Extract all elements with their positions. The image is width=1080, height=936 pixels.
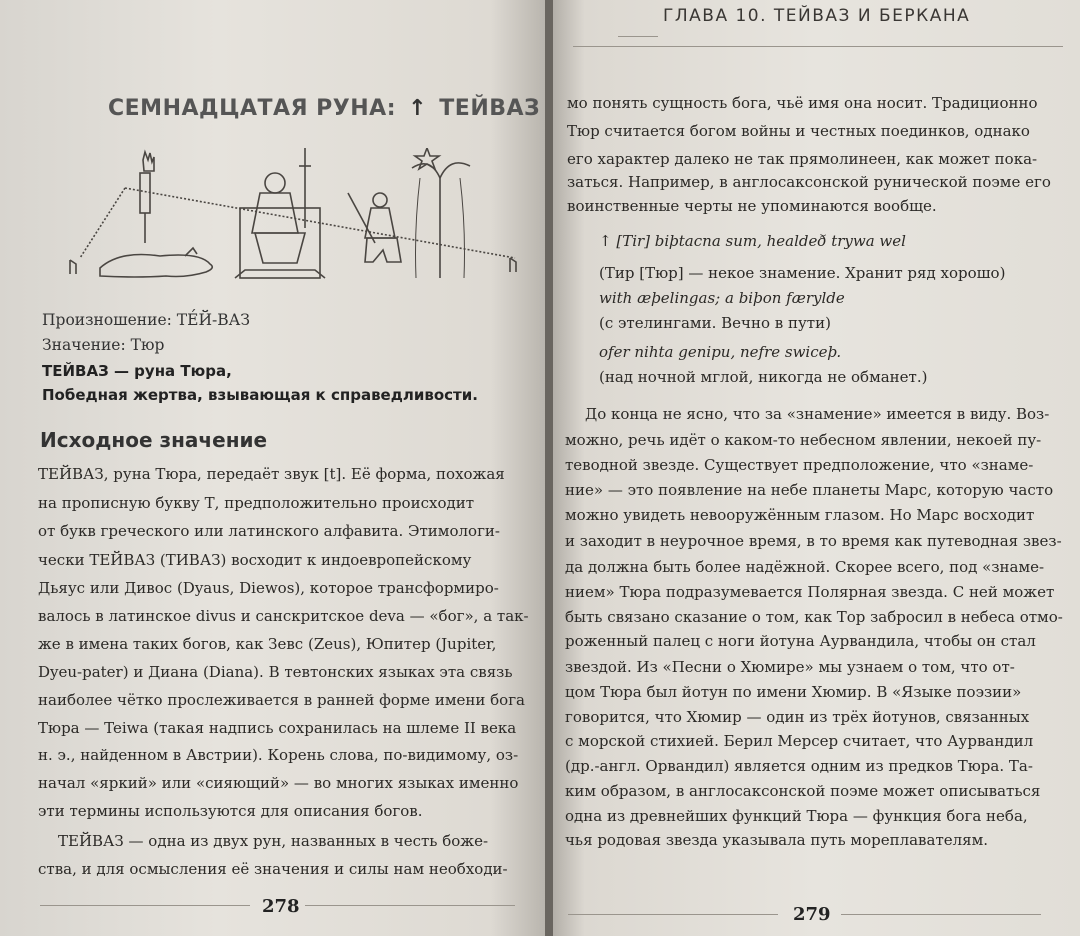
body-line: же в имена таких богов, как Зевс (Zeus), Юпитер (Jupiter, — [38, 635, 497, 653]
body-line: можно увидеть невооружённым глазом. Но Марс восходит — [565, 506, 1035, 524]
pronunciation: Произношение: ТЕ́Й-ВАЗ — [42, 311, 250, 329]
body-line: воинственные черты не упоминаются вообще. — [567, 197, 937, 215]
heading-prefix: СЕМНАДЦАТАЯ РУНА: — [108, 96, 396, 121]
body-line: ТЕЙВАЗ, руна Тюра, передаёт звук [t]. Её форма, похожая — [38, 465, 505, 483]
body-line: чески ТЕЙВАЗ (ТИВАЗ) восходит к индоевропейскому — [38, 551, 472, 569]
body-line: До конца не ясно, что за «знамение» имеется в виду. Воз- — [585, 405, 1050, 423]
summary-line-2: Победная жертва, взывающая к справедливости. — [42, 386, 478, 404]
book-gutter — [545, 0, 553, 936]
verse-line-original: ofer nihta genipu, nefre swiceþ. — [599, 343, 842, 361]
footer-rule — [841, 914, 1041, 915]
body-line: н. э., найденном в Австрии). Корень слова, по-видимому, оз- — [38, 746, 519, 764]
body-line: заться. Например, в англосаксонской рунической поэме его — [567, 173, 1051, 191]
body-line: можно, речь идёт о каком-то небесном явлении, некоей пу- — [565, 431, 1042, 449]
footer-rule — [568, 914, 778, 915]
body-line: Тюр считается богом войны и честных поединков, однако — [567, 122, 1030, 140]
body-line: от букв греческого или латинского алфавита. Этимологи- — [38, 522, 500, 540]
body-line: Тюра — Teiwa (такая надпись сохранилась на шлеме II века — [38, 719, 517, 737]
body-line: нием» Тюра подразумевается Полярная звезда. С ней может — [565, 583, 1055, 601]
body-line: роженный палец с ноги йотуна Аурвандила, чтобы он стал — [565, 632, 1036, 650]
body-line: да должна быть более надёжной. Скорее всего, под «знаме- — [565, 558, 1045, 576]
verse-line-translation: (с этелингами. Вечно в пути) — [599, 314, 831, 332]
body-line: на прописную букву Т, предположительно происходит — [38, 494, 475, 512]
running-head: ГЛАВА 10. ТЕЙВАЗ И БЕРКАНА — [663, 6, 971, 26]
header-rule — [618, 36, 658, 37]
body-line: (др.-англ. Орвандил) является одним из предков Тюра. Та- — [565, 757, 1033, 775]
body-line: его характер далеко не так прямолинеен, как может пока- — [567, 150, 1038, 168]
verse-line-original: with æþelingas; a biþon færylde — [599, 289, 845, 307]
rune-heading — [108, 96, 540, 121]
verse-line-translation: (Тир [Тюр] — некое знамение. Хранит ряд хорошо) — [599, 264, 1006, 282]
verse-line-translation: (над ночной мглой, никогда не обманет.) — [599, 368, 928, 386]
header-underline — [573, 46, 1063, 47]
body-line: мо понять сущность бога, чьё имя она носит. Традиционно — [567, 94, 1038, 112]
body-line: чья родовая звезда указывала путь мореплавателям. — [565, 831, 989, 849]
body-line: наиболее чётко прослеживается в ранней форме имени бога — [38, 691, 525, 709]
body-line: ства, и для осмысления её значения и силы нам необходи- — [38, 860, 508, 878]
right-page — [553, 0, 1080, 936]
footer-rule — [305, 905, 515, 906]
body-line: теводной звезде. Существует предположение, что «знаме- — [565, 456, 1034, 474]
body-line: эти термины используются для описания богов. — [38, 802, 423, 820]
page-number: 279 — [793, 904, 831, 925]
body-line: с морской стихией. Берил Мерсер считает, что Аурвандил — [565, 732, 1034, 750]
body-line: Дьяус или Дивос (Dyaus, Diewos), которое трансформиро- — [38, 579, 499, 597]
body-line: быть связано сказание о том, как Тор забросил в небеса отмо- — [565, 608, 1063, 626]
summary-line-1: ТЕЙВАЗ — руна Тюра, — [42, 362, 232, 380]
body-line: и заходит в неурочное время, в то время как путеводная звез- — [565, 532, 1062, 550]
section-heading: Исходное значение — [40, 428, 268, 452]
body-line: ние» — это появление на небе планеты Марс, которую часто — [565, 481, 1054, 499]
footer-rule — [40, 905, 250, 906]
body-line: ТЕЙВАЗ — одна из двух рун, названных в честь боже- — [58, 832, 489, 850]
body-line: одна из древнейших функций Тюра — функция бога неба, — [565, 807, 1028, 825]
verse-line-original: ↑ [Tir] biþtacna sum, healdeð trywa wel — [599, 232, 906, 250]
body-line: цом Тюра был йотун по имени Хюмир. В «Языке поэзии» — [565, 683, 1022, 701]
body-line: валось в латинское divus и санскритское deva — «бог», а так- — [38, 607, 529, 625]
body-line: ким образом, в англосаксонской поэме может описываться — [565, 782, 1041, 800]
body-line: начал «яркий» или «сияющий» — во многих языках именно — [38, 774, 519, 792]
body-line: звездой. Из «Песни о Хюмире» мы узнаем о том, что от- — [565, 658, 1015, 676]
body-line: говорится, что Хюмир — один из трёх йотунов, связанных — [565, 708, 1030, 726]
rune-symbol: ↑ — [408, 96, 428, 121]
body-line: Dyeu-pater) и Диана (Diana). В тевтонских языках эта связь — [38, 663, 513, 681]
heading-name: ТЕЙВАЗ — [439, 96, 541, 121]
meaning: Значение: Тюр — [42, 336, 165, 354]
rune-illustration — [55, 148, 525, 298]
page-number: 278 — [262, 896, 300, 917]
